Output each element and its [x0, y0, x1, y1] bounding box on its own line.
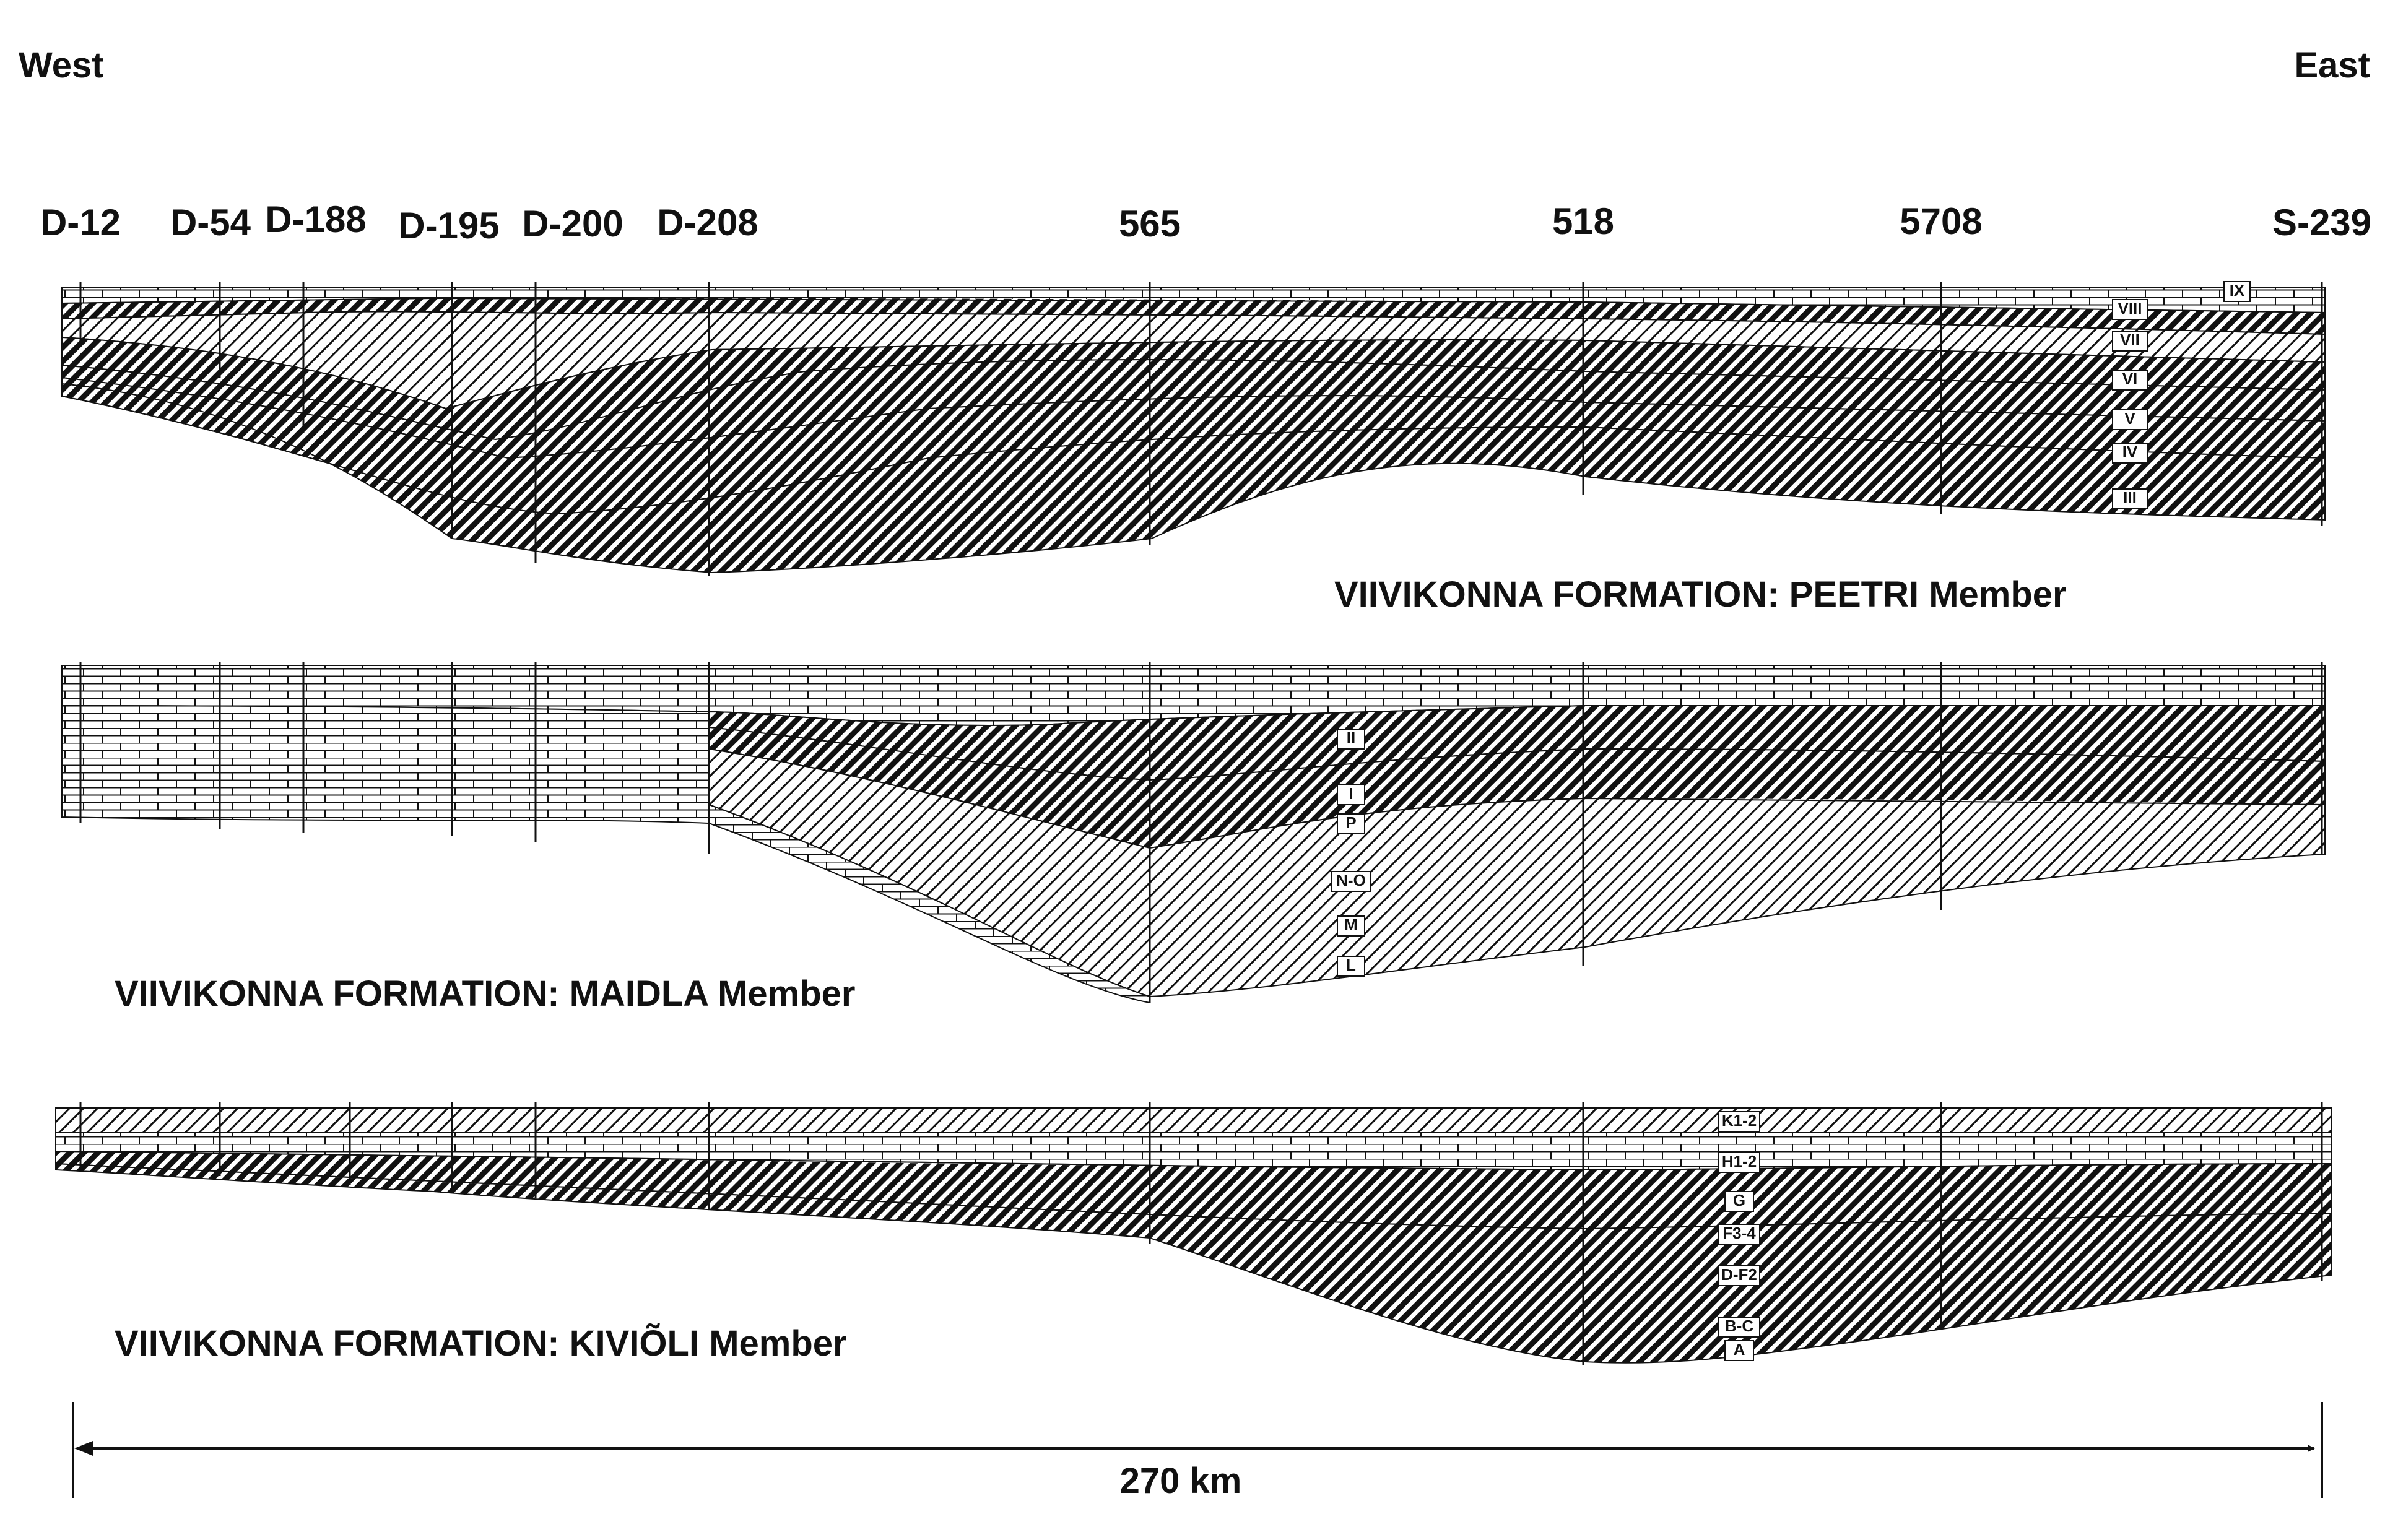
well-label: D-12 [40, 202, 121, 243]
well-labels [40, 199, 2371, 246]
layer-tag: VIII [2118, 298, 2142, 318]
well-label: 5708 [1900, 201, 1983, 242]
west-label: West [19, 45, 104, 85]
well-label: S-239 [2272, 202, 2372, 243]
layer-tag: II [1346, 728, 1356, 747]
well-label: D-188 [265, 199, 367, 240]
layer-tag: VII [2120, 330, 2140, 349]
layer-tag: IV [2122, 442, 2138, 461]
layer-tag: P [1345, 813, 1357, 832]
well-label: 518 [1552, 201, 1615, 242]
layer-tag: A [1733, 1339, 1745, 1359]
layer-tag: III [2123, 488, 2137, 507]
layer-tag: B-C [1724, 1316, 1754, 1335]
layer-tag: D-F2 [1721, 1265, 1757, 1284]
panel-kivioli [56, 1102, 2331, 1365]
layer-tag: M [1344, 915, 1358, 934]
layer-tag: VI [2122, 369, 2138, 388]
well-label: D-195 [398, 205, 500, 246]
layer-tag: K1-2 [1721, 1110, 1757, 1130]
well-label: D-200 [522, 203, 623, 244]
layer-tag: G [1732, 1190, 1746, 1209]
well-label: D-208 [657, 202, 758, 243]
east-label: East [2294, 45, 2370, 85]
scale-label: 270 km [1119, 1461, 1242, 1501]
panel-peetri [62, 281, 2325, 615]
well-label: D-54 [170, 202, 251, 243]
layer-tag: IX [2229, 280, 2245, 300]
scale-bar [73, 1402, 2322, 1501]
layer-tag: F3-4 [1722, 1223, 1756, 1242]
layer-tag: V [2124, 409, 2135, 428]
layer-tag: H1-2 [1721, 1151, 1757, 1170]
unit-top-light [56, 1108, 2331, 1133]
panel-title: VIIVIKONNA FORMATION: KIVIÕLI Member [115, 1323, 847, 1364]
panel-title: VIIVIKONNA FORMATION: PEETRI Member [1334, 574, 2067, 615]
layer-tag: I [1349, 784, 1353, 803]
layer-tag: N-O [1336, 870, 1366, 889]
panel-title: VIIVIKONNA FORMATION: MAIDLA Member [115, 974, 856, 1014]
scale-arrow-left-head [74, 1441, 93, 1456]
layer-tag: L [1346, 955, 1356, 974]
well-label: 565 [1118, 203, 1181, 244]
panel-maidla [62, 662, 2325, 1014]
